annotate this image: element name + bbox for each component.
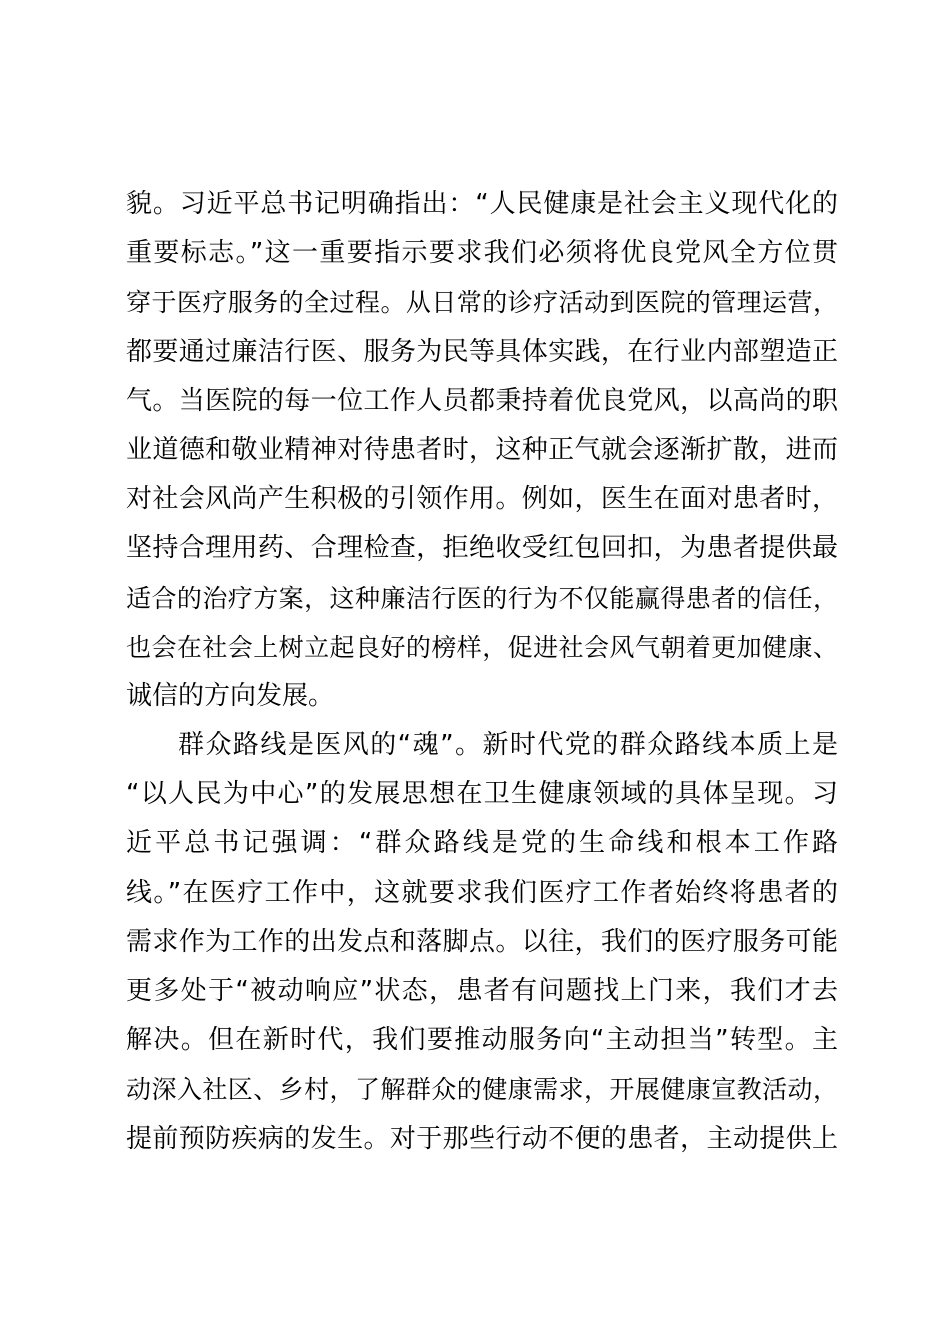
- text-line: 也会在社会上树立起良好的榜样，促进社会风气朝着更加健康、: [126, 632, 838, 662]
- text-line: 穿于医疗服务的全过程。从日常的诊疗活动到医院的管理运营，: [126, 288, 838, 318]
- text-line: 需求作为工作的出发点和落脚点。以往，我们的医疗服务可能: [126, 926, 838, 957]
- text-line: 近平总书记强调：“群众路线是党的生命线和根本工作路: [126, 828, 838, 859]
- paragraph-1: [126, 180, 838, 721]
- text-line: 群众路线是医风的“魂”。新时代党的群众路线本质上是: [178, 730, 838, 761]
- text-line: 对社会风尚产生积极的引领作用。例如，医生在面对患者时，: [126, 484, 838, 515]
- text-line: 重要标志。”这一重要指示要求我们必须将优良党风全方位贯: [126, 238, 838, 269]
- text-line: 更多处于“被动响应”状态，患者有问题找上门来，我们才去: [126, 976, 838, 1006]
- text-line: 适合的治疗方案，这种廉洁行医的行为不仅能赢得患者的信任，: [126, 583, 838, 613]
- text-line: 貌。习近平总书记明确指出：“人民健康是社会主义现代化的: [126, 189, 838, 219]
- text-line: 诚信的方向发展。: [126, 680, 335, 711]
- body-text: [126, 180, 838, 1164]
- text-line: 动深入社区、乡村，了解群众的健康需求，开展健康宣教活动，: [126, 1075, 838, 1105]
- text-line: 解决。但在新时代，我们要推动服务向“主动担当”转型。主: [126, 1025, 838, 1056]
- text-line: 线。”在医疗工作中，这就要求我们医疗工作者始终将患者的: [126, 877, 838, 908]
- text-line: 坚持合理用药、合理检查，拒绝收受红包回扣，为患者提供最: [126, 533, 838, 564]
- text-line: 气。当医院的每一位工作人员都秉持着优良党风，以高尚的职: [126, 385, 838, 416]
- paragraph-2: [126, 721, 838, 1164]
- text-line: 提前预防疾病的发生。对于那些行动不便的患者，主动提供上: [126, 1123, 838, 1154]
- text-line: 都要通过廉洁行医、服务为民等具体实践，在行业内部塑造正: [126, 336, 838, 367]
- text-line: 业道德和敬业精神对待患者时，这种正气就会逐渐扩散，进而: [126, 434, 838, 465]
- text-line: “以人民为中心”的发展思想在卫生健康领域的具体呈现。习: [126, 779, 838, 810]
